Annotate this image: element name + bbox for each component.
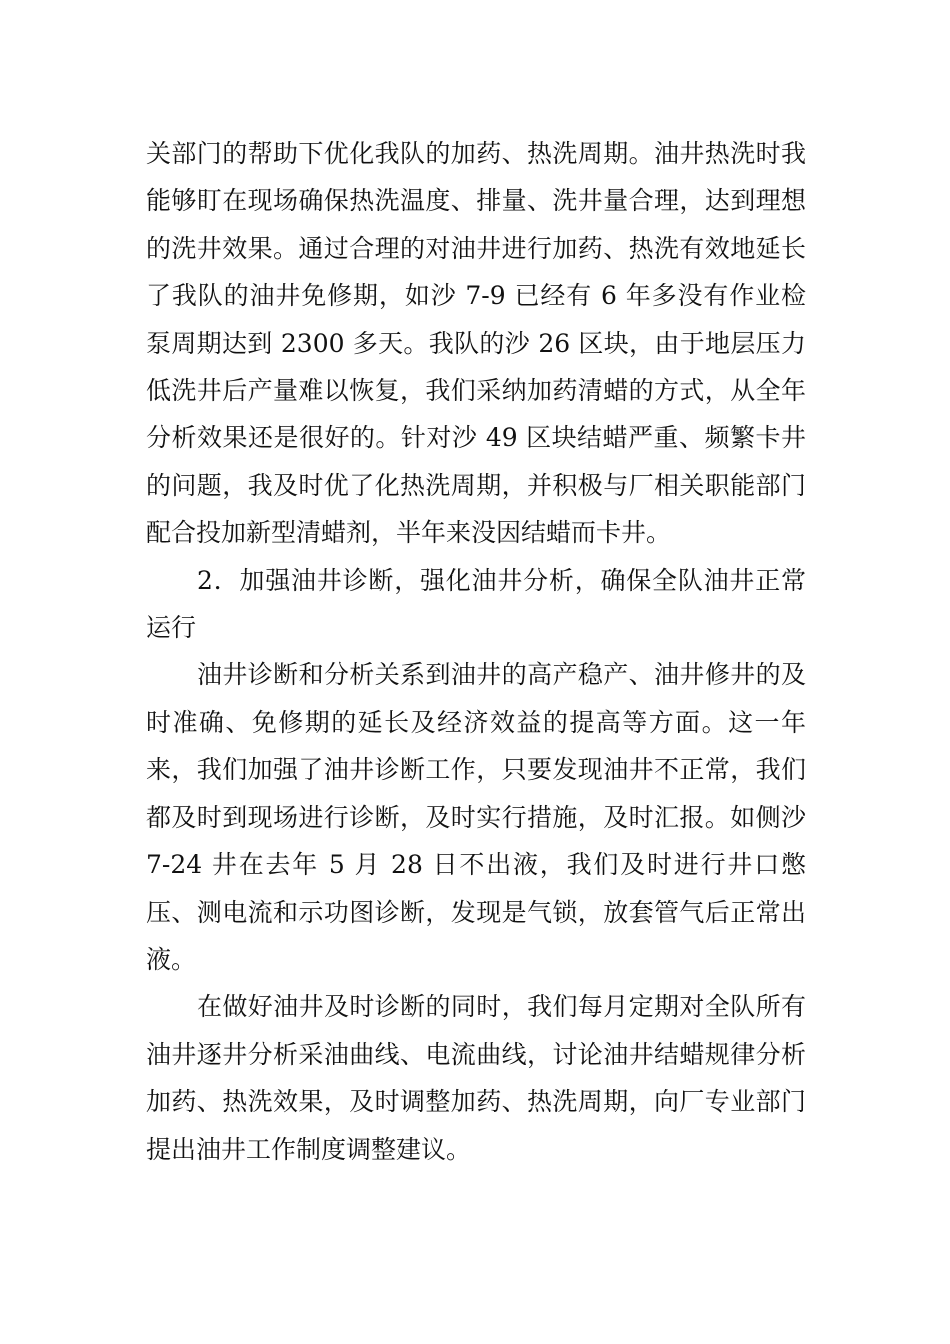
section-heading-2: 2．加强油井诊断，强化油井分析，确保全队油井正常运行 [146, 565, 806, 643]
paragraph-1: 关部门的帮助下优化我队的加药、热洗周期。油井热洗时我能够盯在现场确保热洗温度、排量、洗井量合理，达到理想的洗井效果。通过合理的对油井进行加药、热洗有效地延长了我队的油井免修期，如沙 7-9 已经有 6 年多没有作业检泵周期达到 2300 多天。我队的沙 26 区块，由于地层压力低洗井后产量难以恢复，我们采纳加药清蜡的方式，从全年分析效果还是很好的。针对沙 49 区块结蜡严重、频繁卡井的问题，我及时优了化热洗周期，并积极与厂相关职能部门配合投加新型清蜡剂，半年来没因结蜡而卡井。 [146, 139, 806, 548]
paragraph-diagnosis: 油井诊断和分析关系到油井的高产稳产、油井修井的及时准确、免修期的延长及经济效益的提高等方面。这一年来，我们加强了油井诊断工作，只要发现油井不正常，我们都及时到现场进行诊断，及时实行措施，及时汇报。如侧沙 7-24 井在去年 5 月 28 日不出液，我们及时进行井口憋压、测电流和示功图诊断，发现是气锁，放套管气后正常出液。 [146, 660, 806, 974]
paragraph-analysis: 在做好油井及时诊断的同时，我们每月定期对全队所有油井逐井分析采油曲线、电流曲线，讨论油井结蜡规律分析加药、热洗效果，及时调整加药、热洗周期，向厂专业部门提出油井工作制度调整建议。 [146, 992, 806, 1164]
document-page [146, 130, 806, 1173]
